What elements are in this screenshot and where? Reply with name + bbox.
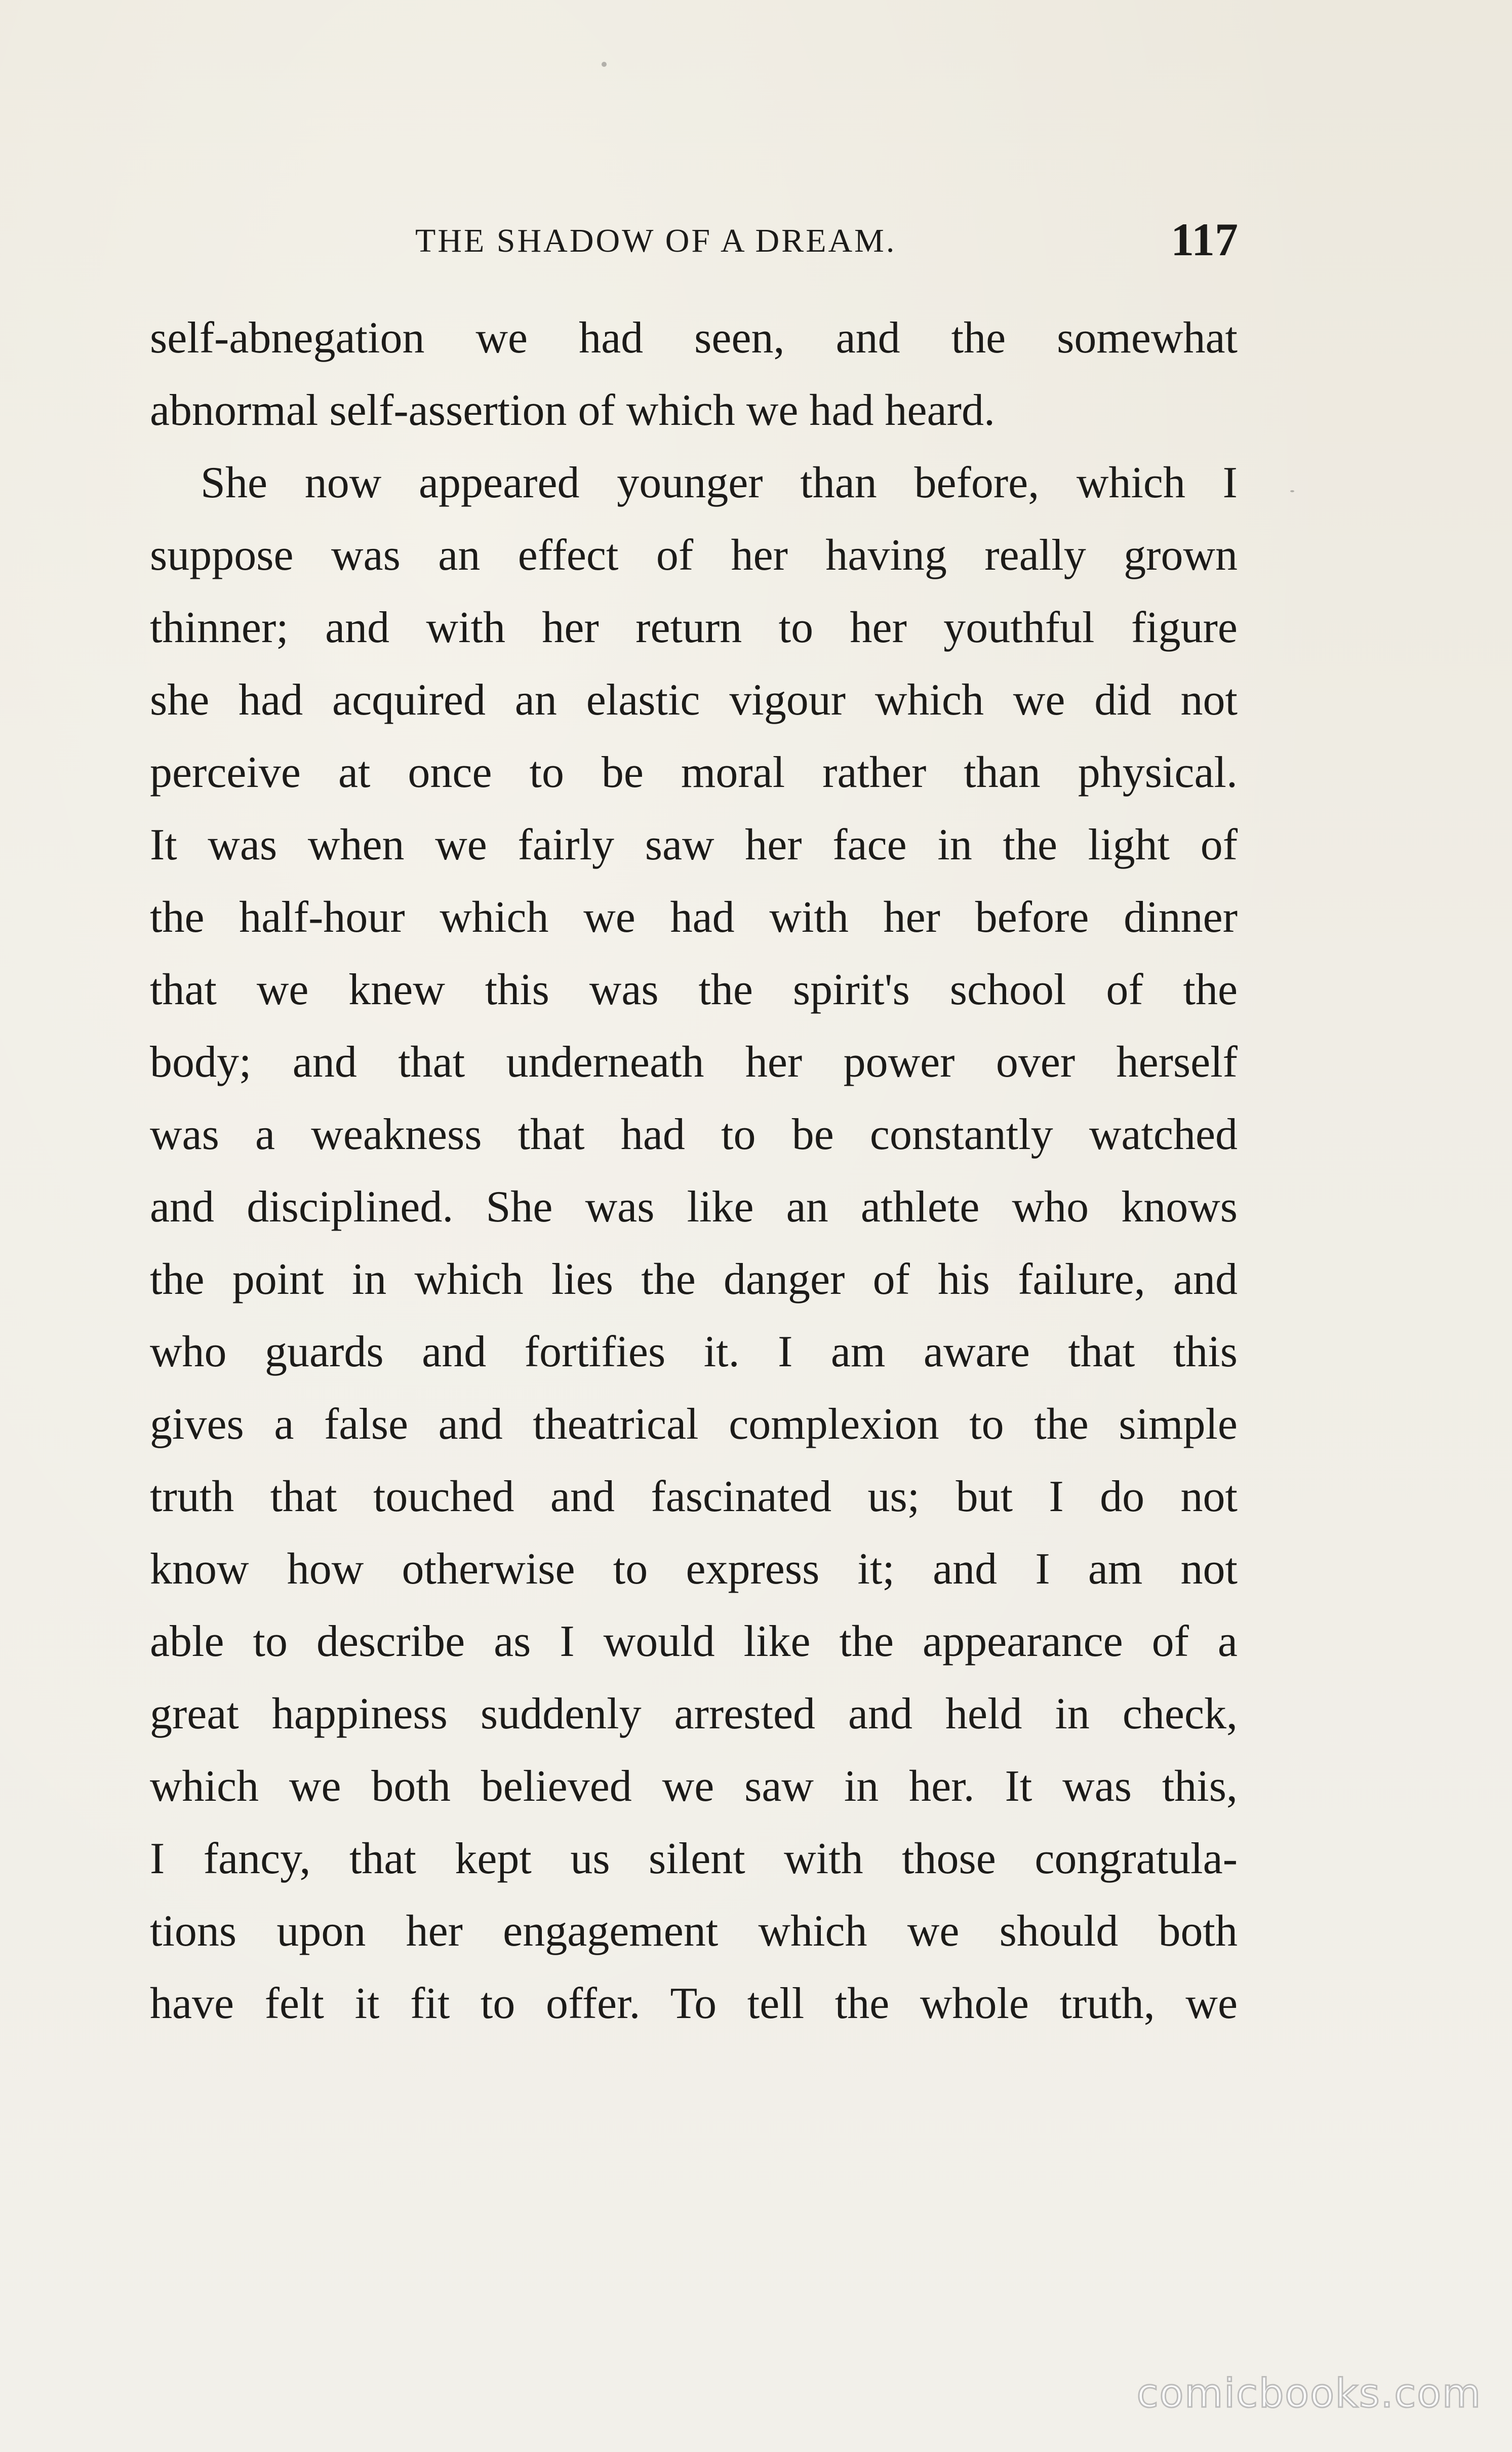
text-line: she had acquired an elastic vigour which we did not (150, 676, 1238, 725)
text-line: She now appeared younger than before, which I (201, 458, 1238, 507)
text-line: who guards and fortifies it. I am aware that this (150, 1327, 1238, 1376)
page-number: 117 (1171, 214, 1238, 265)
paper-speck (602, 62, 607, 67)
text-line: gives a false and theatrical complexion to the simple (150, 1400, 1238, 1449)
text-line: suppose was an effect of her having really grown (150, 531, 1238, 580)
text-line: thinner; and with her return to her youthful figure (150, 603, 1238, 652)
text-line: It was when we fairly saw her face in the light of (150, 820, 1238, 869)
text-line: that we knew this was the spirit's school of the (150, 965, 1238, 1014)
text-line: body; and that underneath her power over herself (150, 1038, 1238, 1087)
text-line: was a weakness that had to be constantly watched (150, 1110, 1238, 1159)
text-line: perceive at once to be moral rather than physical. (150, 748, 1238, 797)
body-text (150, 302, 1238, 2040)
text-line: abnormal self-assertion of which we had heard. (150, 386, 995, 435)
text-line: which we both believed we saw in her. It was this, (150, 1762, 1238, 1811)
text-line: great happiness suddenly arrested and held in check, (150, 1689, 1238, 1738)
text-line: tions upon her engagement which we should both (150, 1907, 1238, 1956)
text-line: self-abnegation we had seen, and the somewhat (150, 313, 1238, 363)
text-line: truth that touched and fascinated us; but I do not (150, 1472, 1238, 1521)
text-line: I fancy, that kept us silent with those congratula- (150, 1834, 1238, 1883)
watermark: comicbooks.com (1136, 2371, 1482, 2417)
paper-speck (1290, 490, 1294, 492)
text-line: and disciplined. She was like an athlete who knows (150, 1182, 1238, 1232)
text-line: have felt it fit to offer. To tell the whole truth, we (150, 1979, 1238, 2028)
running-title: THE SHADOW OF A DREAM. (415, 222, 897, 259)
page-header (415, 213, 1238, 268)
text-line: able to describe as I would like the appearance of a (150, 1617, 1238, 1666)
text-line: the half-hour which we had with her before dinner (150, 893, 1238, 942)
text-line: the point in which lies the danger of his failure, and (150, 1255, 1238, 1304)
text-line: know how otherwise to express it; and I am not (150, 1545, 1238, 1594)
